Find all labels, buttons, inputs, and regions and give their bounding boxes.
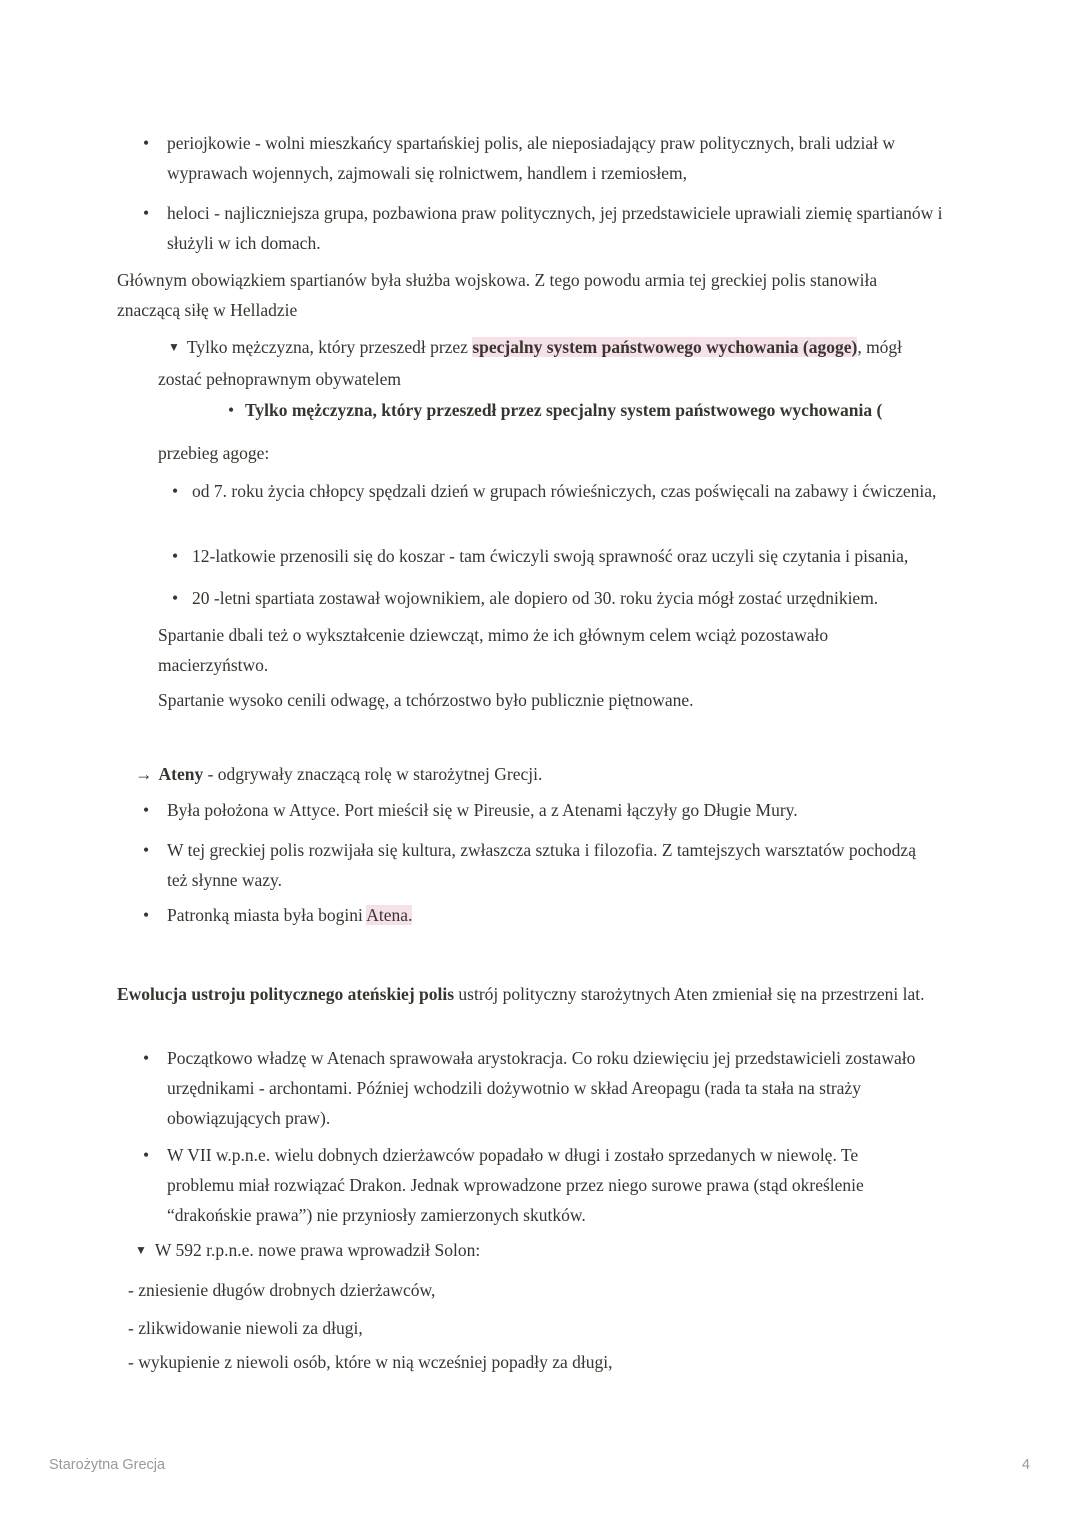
bullet-marker: • xyxy=(228,400,235,420)
bullet-marker: • xyxy=(143,800,150,820)
bullet-marker: • xyxy=(172,546,179,566)
bullet-marker: • xyxy=(143,840,150,860)
bullet-marker: • xyxy=(143,203,150,223)
list-item-evolution xyxy=(143,1043,922,1133)
heading-athens-name: Ateny xyxy=(158,764,204,784)
list-item-agoge-stage xyxy=(172,476,980,506)
list-item-text: 12-latkowie przenosili się do koszar - tam ćwiczyli swoją sprawność oraz uczyli się czytania i pisania, xyxy=(192,546,909,566)
bullet-marker: • xyxy=(172,588,179,608)
paragraph-text: Spartanie dbali też o wykształcenie dziewcząt, mimo że ich głównym celem wciąż pozostawało macierzyństwo. xyxy=(158,625,829,675)
paragraph-military-duty xyxy=(117,265,935,325)
highlighted-text-atena: Atena. xyxy=(366,905,413,925)
list-item-text: Początkowo władzę w Atenach sprawowała arystokracja. Co roku dziewięciu jej przedstawicieli zostawało urzędnikami - archontami. Później wchodzili dożywotnio w skład Areopagu (rada ta stała na straży obowiązujących praw). xyxy=(167,1048,916,1128)
list-item-text: heloci - najliczniejsza grupa, pozbawiona praw politycznych, jej przedstawiciele uprawiali ziemię spartianów i służyli w ich domach. xyxy=(167,203,943,253)
bullet-marker: • xyxy=(172,481,179,501)
list-item-text: periojkowie - wolni mieszkańcy spartańskiej polis, ale nieposiadający praw politycznych, brali udział w wyprawach wojennych, zajmowali się rolnictwem, handlem i rzemiosłem, xyxy=(167,133,895,183)
dash-line-text: - wykupienie z niewoli osób, które w nią wcześniej popadły za długi, xyxy=(128,1352,613,1372)
list-item-athens xyxy=(143,795,950,825)
paragraph-agoge-intro xyxy=(158,438,950,468)
heading-athens xyxy=(135,759,950,789)
toggle-triangle-icon: ▼ xyxy=(135,1243,147,1257)
page-footer xyxy=(49,1455,1030,1475)
list-item-agoge-stage xyxy=(172,583,980,613)
dash-line-text: - zniesienie długów drobnych dzierżawców, xyxy=(128,1280,436,1300)
list-item-agoge-stage xyxy=(172,541,980,571)
list-item-text: Była położona w Attyce. Port mieścił się w Pireusie, a z Atenami łączyły go Długie Mury. xyxy=(167,800,798,820)
toggle-block-solon xyxy=(135,1235,950,1267)
list-item-heloci xyxy=(143,198,945,258)
list-item-text xyxy=(167,900,950,930)
dash-line-reform xyxy=(128,1275,950,1305)
list-item-athens-patron xyxy=(143,900,950,930)
list-item-text: W tej greckiej polis rozwijała się kultura, zwłaszcza sztuka i filozofia. Z tamtejszych warsztatów pochodzą też słynne wazy. xyxy=(167,840,916,890)
list-item-text: 20 -letni spartiata zostawał wojownikiem, ale dopiero od 30. roku życia mógł zostać urzędnikiem. xyxy=(192,588,879,608)
toggle-text-post: , mógł zostać pełnoprawnym obywatelem xyxy=(158,337,903,389)
heading-athens-rest: - odgrywały znaczącą rolę w starożytnej Grecji. xyxy=(203,764,543,784)
paragraph-courage xyxy=(158,685,950,715)
heading-evolution-bold: Ewolucja ustroju politycznego ateńskiej polis xyxy=(117,984,455,1004)
heading-evolution-rest: ustrój polityczny starożytnych Aten zmieniał się na przestrzeni lat. xyxy=(454,984,925,1004)
paragraph-girls-education xyxy=(158,620,930,680)
toggle-triangle-icon: ▼ xyxy=(168,340,180,354)
heading-evolution xyxy=(117,979,935,1009)
footer-document-title: Starożytna Grecja xyxy=(49,1457,166,1473)
toggle-text-pre: Tylko mężczyzna, który przeszedł przez xyxy=(186,337,473,357)
list-item-athens xyxy=(143,835,940,895)
highlighted-text-agoge: specjalny system państwowego wychowania (agoge) xyxy=(472,337,858,357)
list-item-agoge-sub xyxy=(228,395,950,425)
dash-line-reform xyxy=(128,1347,950,1377)
bullet-marker: • xyxy=(143,905,150,925)
list-item-periojkowie xyxy=(143,128,945,188)
paragraph-text: Spartanie wysoko cenili odwagę, a tchórzostwo było publicznie piętnowane. xyxy=(158,690,694,710)
paragraph-text: przebieg agoge: xyxy=(158,443,270,463)
toggle-block-agoge xyxy=(158,332,940,394)
bullet-marker: • xyxy=(143,1048,150,1068)
toggle-text: W 592 r.p.n.e. nowe prawa wprowadził Solon: xyxy=(154,1240,481,1260)
list-item-text: W VII w.p.n.e. wielu dobnych dzierżawców popadało w długi i zostało sprzedanych w niewolę. Te problemu miał rozwiązać Drakon. Jednak wprowadzone przez niego surowe prawa (stąd określenie “drakońskie prawa”) nie przyniosły zamierzonych skutków. xyxy=(167,1145,864,1225)
list-item-text: od 7. roku życia chłopcy spędzali dzień w grupach rówieśniczych, czas poświęcali na zabawy i ćwiczenia, xyxy=(192,481,937,501)
page-number: 4 xyxy=(1021,1457,1030,1473)
paragraph-text: Głównym obowiązkiem spartianów była służba wojskowa. Z tego powodu armia tej greckiej polis stanowiła znaczącą siłę w Helladzie xyxy=(117,270,878,320)
arrow-icon: → xyxy=(135,764,153,784)
dash-line-reform xyxy=(128,1313,950,1343)
patron-text-pre: Patronką miasta była bogini xyxy=(167,905,367,925)
bullet-marker: • xyxy=(143,1145,150,1165)
list-item-text: Tylko mężczyzna, który przeszedł przez specjalny system państwowego wychowania ( xyxy=(245,400,883,420)
dash-line-text: - zlikwidowanie niewoli za długi, xyxy=(128,1318,363,1338)
bullet-marker: • xyxy=(143,133,150,153)
list-item-evolution xyxy=(143,1140,922,1230)
